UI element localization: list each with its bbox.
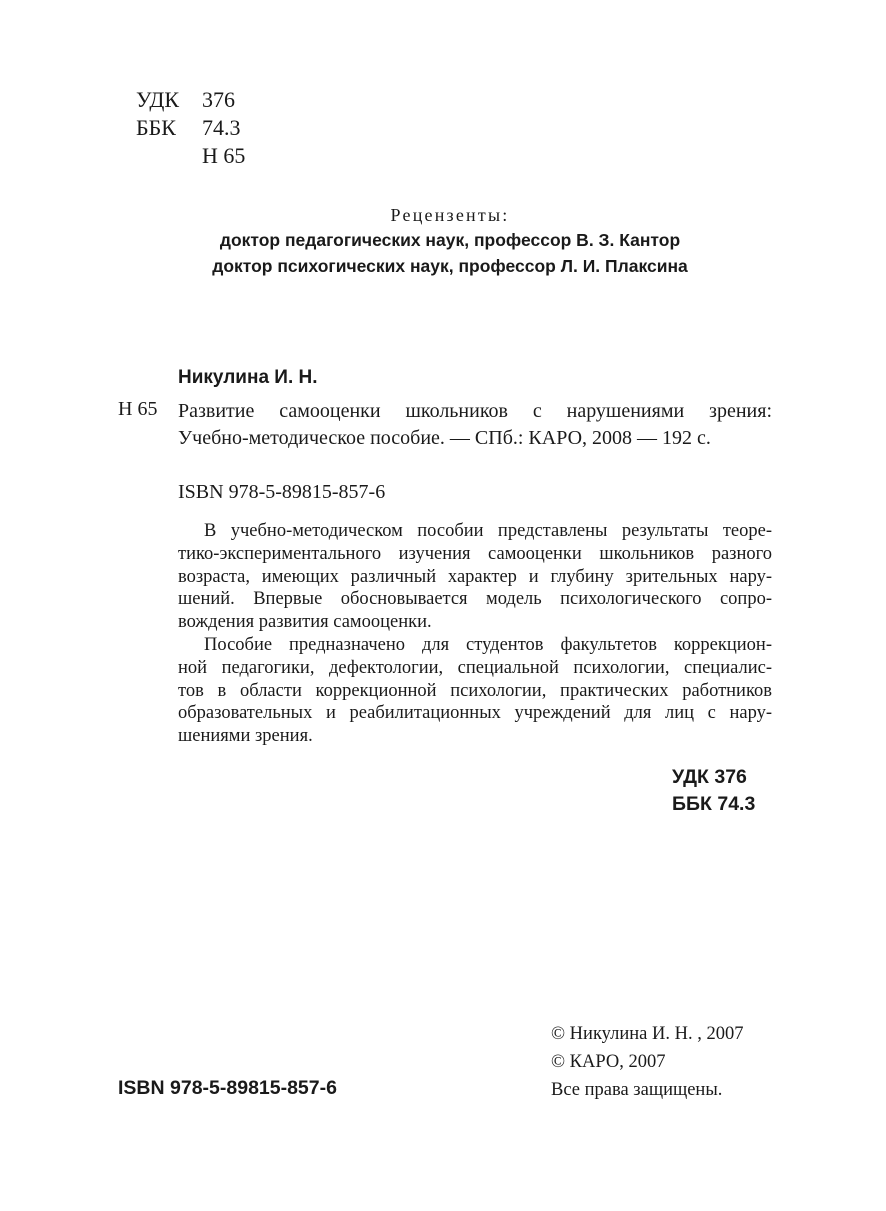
annotation (178, 520, 772, 748)
book-author-mark: Н 65 (118, 398, 158, 420)
annotation-line: образовательных и реабилитационных учреждений для лиц с нару- (178, 703, 772, 724)
book-title-line-2: Учебно-методическое пособие. — СПб.: КАРО, 2008 — 192 с. (178, 427, 711, 449)
classification-bottom (672, 764, 755, 818)
annotation-line: шений. Впервые обосновывается модель психологического сопро- (178, 589, 772, 610)
author-mark: Н 65 (202, 143, 246, 168)
author-mark-row (136, 142, 245, 170)
reviewer-1: доктор педагогических наук, профессор В. З. Кантор (219, 230, 681, 250)
annotation-line: возраста, имеющих различный характер и глубину зрительных нару- (178, 566, 772, 587)
isbn-bottom: ISBN 978-5-89815-857-6 (118, 1077, 337, 1099)
reviewers-block (150, 203, 750, 279)
annotation-paragraph-1 (178, 520, 772, 634)
udk-label: УДК (136, 87, 180, 112)
reviewers-heading: Рецензенты: (390, 205, 510, 225)
bbk-bottom: ББК 74.3 (672, 793, 756, 815)
reviewer-2: доктор психогических наук, профессор Л. И. Плаксина (212, 256, 688, 276)
annotation-line: тов в области коррекционной психологии, практических работников (178, 680, 772, 701)
annotation-line: шениями зрения. (178, 726, 313, 747)
annotation-line: тико-экспериментального изучения самооценки школьников разного (178, 543, 772, 564)
copyright-author: © Никулина И. Н. , 2007 (551, 1024, 744, 1044)
annotation-line: Пособие предназначено для студентов факультетов коррекцион- (204, 634, 772, 655)
copyright-block (551, 1020, 743, 1104)
bbk-row (136, 114, 245, 142)
udk-value: 376 (202, 87, 235, 112)
bbk-label: ББК (136, 115, 176, 140)
classification-block (136, 86, 245, 170)
book-title-line-1: Развитие самооценки школьников с нарушениями зрения: (178, 400, 772, 422)
book-isbn: ISBN 978-5-89815-857-6 (178, 481, 386, 503)
udk-bottom: УДК 376 (672, 766, 747, 788)
rights-reserved: Все права защищены. (551, 1080, 723, 1100)
copyright-publisher: © КАРО, 2007 (551, 1052, 666, 1072)
annotation-line: ной педагогики, дефектологии, специальной психологии, специалис- (178, 657, 772, 678)
udk-row (136, 86, 245, 114)
bbk-value: 74.3 (202, 115, 241, 140)
annotation-paragraph-2 (178, 634, 772, 748)
annotation-line: вождения развития самооценки. (178, 612, 432, 633)
book-author: Никулина И. Н. (178, 367, 318, 388)
book-title-block (178, 398, 772, 452)
annotation-line: В учебно-методическом пособии представлены результаты теоре- (204, 521, 772, 541)
